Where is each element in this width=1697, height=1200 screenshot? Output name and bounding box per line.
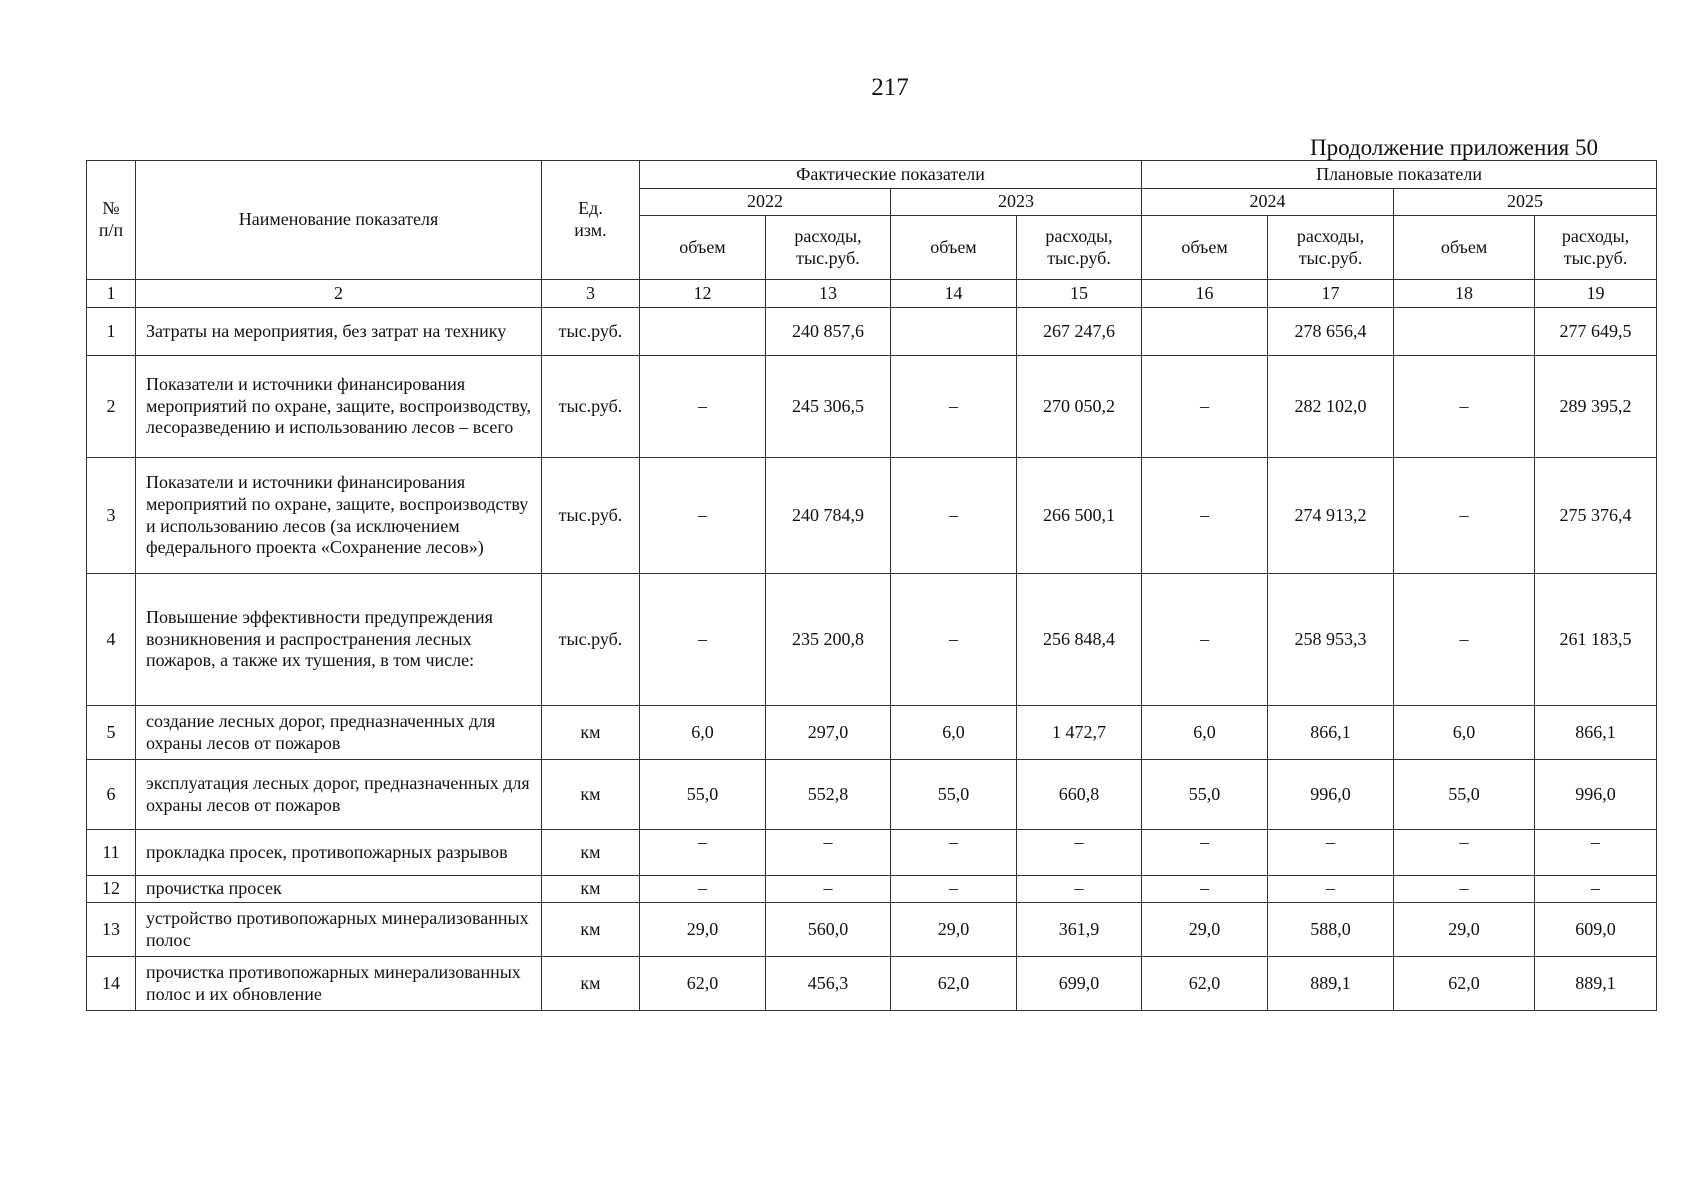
volume-cell: – bbox=[1394, 356, 1535, 458]
page-number: 217 bbox=[871, 74, 909, 101]
costs-cell: 275 376,4 bbox=[1535, 458, 1657, 574]
indicators-table bbox=[86, 160, 1657, 1011]
unit-cell: км bbox=[542, 760, 640, 830]
header-costs: расходы, тыс.руб. bbox=[1535, 216, 1657, 280]
unit-cell: тыс.руб. bbox=[542, 458, 640, 574]
column-number: 12 bbox=[640, 280, 766, 308]
column-number: 18 bbox=[1394, 280, 1535, 308]
costs-cell: 699,0 bbox=[1017, 957, 1142, 1011]
volume-cell: – bbox=[891, 830, 1017, 876]
volume-cell: 55,0 bbox=[1394, 760, 1535, 830]
costs-cell: – bbox=[1017, 876, 1142, 903]
header-volume: объем bbox=[1142, 216, 1268, 280]
volume-cell: – bbox=[1394, 574, 1535, 706]
unit-cell: км bbox=[542, 830, 640, 876]
volume-cell: – bbox=[1142, 356, 1268, 458]
indicator-name: Затраты на мероприятия, без затрат на технику bbox=[136, 308, 542, 356]
volume-cell bbox=[891, 308, 1017, 356]
table-row bbox=[87, 356, 1657, 458]
costs-cell: – bbox=[1268, 830, 1394, 876]
indicator-name: устройство противопожарных минерализованных полос bbox=[136, 903, 542, 957]
header-costs: расходы, тыс.руб. bbox=[1017, 216, 1142, 280]
volume-cell: – bbox=[1142, 574, 1268, 706]
table-row bbox=[87, 308, 1657, 356]
volume-cell: – bbox=[891, 458, 1017, 574]
costs-cell: 240 784,9 bbox=[766, 458, 891, 574]
row-number: 4 bbox=[87, 574, 136, 706]
costs-cell: 266 500,1 bbox=[1017, 458, 1142, 574]
volume-cell: 62,0 bbox=[891, 957, 1017, 1011]
costs-cell: 282 102,0 bbox=[1268, 356, 1394, 458]
costs-cell: 297,0 bbox=[766, 706, 891, 760]
volume-cell: – bbox=[891, 356, 1017, 458]
volume-cell: – bbox=[1142, 830, 1268, 876]
table-row bbox=[87, 876, 1657, 903]
table-row bbox=[87, 903, 1657, 957]
header-volume: объем bbox=[640, 216, 766, 280]
volume-cell: 6,0 bbox=[1394, 706, 1535, 760]
header-year: 2023 bbox=[891, 189, 1142, 216]
costs-cell: 609,0 bbox=[1535, 903, 1657, 957]
volume-cell: – bbox=[1142, 876, 1268, 903]
header-volume: объем bbox=[891, 216, 1017, 280]
costs-cell: 996,0 bbox=[1535, 760, 1657, 830]
header-costs: расходы, тыс.руб. bbox=[1268, 216, 1394, 280]
volume-cell: 55,0 bbox=[891, 760, 1017, 830]
table-row bbox=[87, 760, 1657, 830]
volume-cell bbox=[1142, 308, 1268, 356]
header-costs: расходы, тыс.руб. bbox=[766, 216, 891, 280]
header-volume: объем bbox=[1394, 216, 1535, 280]
costs-cell: – bbox=[1535, 876, 1657, 903]
column-number: 19 bbox=[1535, 280, 1657, 308]
volume-cell: 6,0 bbox=[640, 706, 766, 760]
costs-cell: 277 649,5 bbox=[1535, 308, 1657, 356]
volume-cell: 6,0 bbox=[891, 706, 1017, 760]
unit-cell: км bbox=[542, 903, 640, 957]
volume-cell: – bbox=[640, 574, 766, 706]
costs-cell: 456,3 bbox=[766, 957, 891, 1011]
volume-cell: – bbox=[640, 830, 766, 876]
table-row bbox=[87, 706, 1657, 760]
costs-cell: 258 953,3 bbox=[1268, 574, 1394, 706]
column-number: 15 bbox=[1017, 280, 1142, 308]
row-number: 5 bbox=[87, 706, 136, 760]
table-row bbox=[87, 458, 1657, 574]
costs-cell: 866,1 bbox=[1535, 706, 1657, 760]
costs-cell: 660,8 bbox=[1017, 760, 1142, 830]
costs-cell: 256 848,4 bbox=[1017, 574, 1142, 706]
volume-cell: 29,0 bbox=[1142, 903, 1268, 957]
header-year: 2022 bbox=[640, 189, 891, 216]
indicator-name: прочистка противопожарных минерализованных полос и их обновление bbox=[136, 957, 542, 1011]
costs-cell: – bbox=[766, 830, 891, 876]
indicator-name: эксплуатация лесных дорог, предназначенных для охраны лесов от пожаров bbox=[136, 760, 542, 830]
costs-cell: 267 247,6 bbox=[1017, 308, 1142, 356]
table-body bbox=[87, 308, 1657, 1011]
costs-cell: – bbox=[1535, 830, 1657, 876]
table-row bbox=[87, 574, 1657, 706]
header-year: 2025 bbox=[1394, 189, 1657, 216]
indicator-name: прокладка просек, противопожарных разрывов bbox=[136, 830, 542, 876]
costs-cell: – bbox=[1017, 830, 1142, 876]
costs-cell: 889,1 bbox=[1535, 957, 1657, 1011]
header-group-actual: Фактические показатели bbox=[640, 161, 1142, 189]
table-row bbox=[87, 830, 1657, 876]
costs-cell: – bbox=[1268, 876, 1394, 903]
row-number: 2 bbox=[87, 356, 136, 458]
row-number: 12 bbox=[87, 876, 136, 903]
indicator-name: создание лесных дорог, предназначенных для охраны лесов от пожаров bbox=[136, 706, 542, 760]
column-number: 2 bbox=[136, 280, 542, 308]
volume-cell bbox=[1394, 308, 1535, 356]
indicator-name: Показатели и источники финансирования мероприятий по охране, защите, воспроизводству и использованию лесов (за исключением федерального проекта «Сохранение лесов») bbox=[136, 458, 542, 574]
column-number: 16 bbox=[1142, 280, 1268, 308]
costs-cell: 245 306,5 bbox=[766, 356, 891, 458]
column-number: 3 bbox=[542, 280, 640, 308]
costs-cell: 560,0 bbox=[766, 903, 891, 957]
volume-cell bbox=[640, 308, 766, 356]
unit-cell: тыс.руб. bbox=[542, 308, 640, 356]
volume-cell: 29,0 bbox=[640, 903, 766, 957]
volume-cell: 55,0 bbox=[640, 760, 766, 830]
costs-cell: 588,0 bbox=[1268, 903, 1394, 957]
volume-cell: – bbox=[891, 876, 1017, 903]
volume-cell: 55,0 bbox=[1142, 760, 1268, 830]
unit-cell: км bbox=[542, 876, 640, 903]
row-number: 6 bbox=[87, 760, 136, 830]
unit-cell: км bbox=[542, 957, 640, 1011]
header-year: 2024 bbox=[1142, 189, 1394, 216]
costs-cell: 278 656,4 bbox=[1268, 308, 1394, 356]
volume-cell: – bbox=[891, 574, 1017, 706]
volume-cell: 29,0 bbox=[1394, 903, 1535, 957]
costs-cell: 1 472,7 bbox=[1017, 706, 1142, 760]
row-number: 14 bbox=[87, 957, 136, 1011]
row-number: 11 bbox=[87, 830, 136, 876]
volume-cell: – bbox=[1394, 876, 1535, 903]
indicator-name: прочистка просек bbox=[136, 876, 542, 903]
costs-cell: 889,1 bbox=[1268, 957, 1394, 1011]
costs-cell: 552,8 bbox=[766, 760, 891, 830]
costs-cell: 261 183,5 bbox=[1535, 574, 1657, 706]
header-name: Наименование показателя bbox=[136, 161, 542, 280]
volume-cell: – bbox=[1394, 830, 1535, 876]
column-number: 14 bbox=[891, 280, 1017, 308]
column-number: 17 bbox=[1268, 280, 1394, 308]
volume-cell: – bbox=[640, 458, 766, 574]
continuation-label: Продолжение приложения 50 bbox=[1310, 135, 1598, 160]
volume-cell: – bbox=[1394, 458, 1535, 574]
volume-cell: – bbox=[1142, 458, 1268, 574]
row-number: 3 bbox=[87, 458, 136, 574]
costs-cell: 235 200,8 bbox=[766, 574, 891, 706]
costs-cell: 274 913,2 bbox=[1268, 458, 1394, 574]
costs-cell: 270 050,2 bbox=[1017, 356, 1142, 458]
row-number: 1 bbox=[87, 308, 136, 356]
row-number: 13 bbox=[87, 903, 136, 957]
volume-cell: 6,0 bbox=[1142, 706, 1268, 760]
volume-cell: 62,0 bbox=[1142, 957, 1268, 1011]
table-row bbox=[87, 957, 1657, 1011]
volume-cell: 29,0 bbox=[891, 903, 1017, 957]
costs-cell: 866,1 bbox=[1268, 706, 1394, 760]
costs-cell: 240 857,6 bbox=[766, 308, 891, 356]
header-unit: Ед. изм. bbox=[542, 161, 640, 280]
volume-cell: 62,0 bbox=[640, 957, 766, 1011]
column-number: 13 bbox=[766, 280, 891, 308]
costs-cell: 361,9 bbox=[1017, 903, 1142, 957]
unit-cell: тыс.руб. bbox=[542, 356, 640, 458]
costs-cell: – bbox=[766, 876, 891, 903]
header-num: № п/п bbox=[87, 161, 136, 280]
unit-cell: км bbox=[542, 706, 640, 760]
unit-cell: тыс.руб. bbox=[542, 574, 640, 706]
costs-cell: 289 395,2 bbox=[1535, 356, 1657, 458]
volume-cell: – bbox=[640, 356, 766, 458]
volume-cell: 62,0 bbox=[1394, 957, 1535, 1011]
indicator-name: Показатели и источники финансирования мероприятий по охране, защите, воспроизводству, лесоразведению и использованию лесов – всего bbox=[136, 356, 542, 458]
volume-cell: – bbox=[640, 876, 766, 903]
costs-cell: 996,0 bbox=[1268, 760, 1394, 830]
column-number: 1 bbox=[87, 280, 136, 308]
header-group-planned: Плановые показатели bbox=[1142, 161, 1657, 189]
indicator-name: Повышение эффективности предупреждения возникновения и распространения лесных пожаров, а также их тушения, в том числе: bbox=[136, 574, 542, 706]
